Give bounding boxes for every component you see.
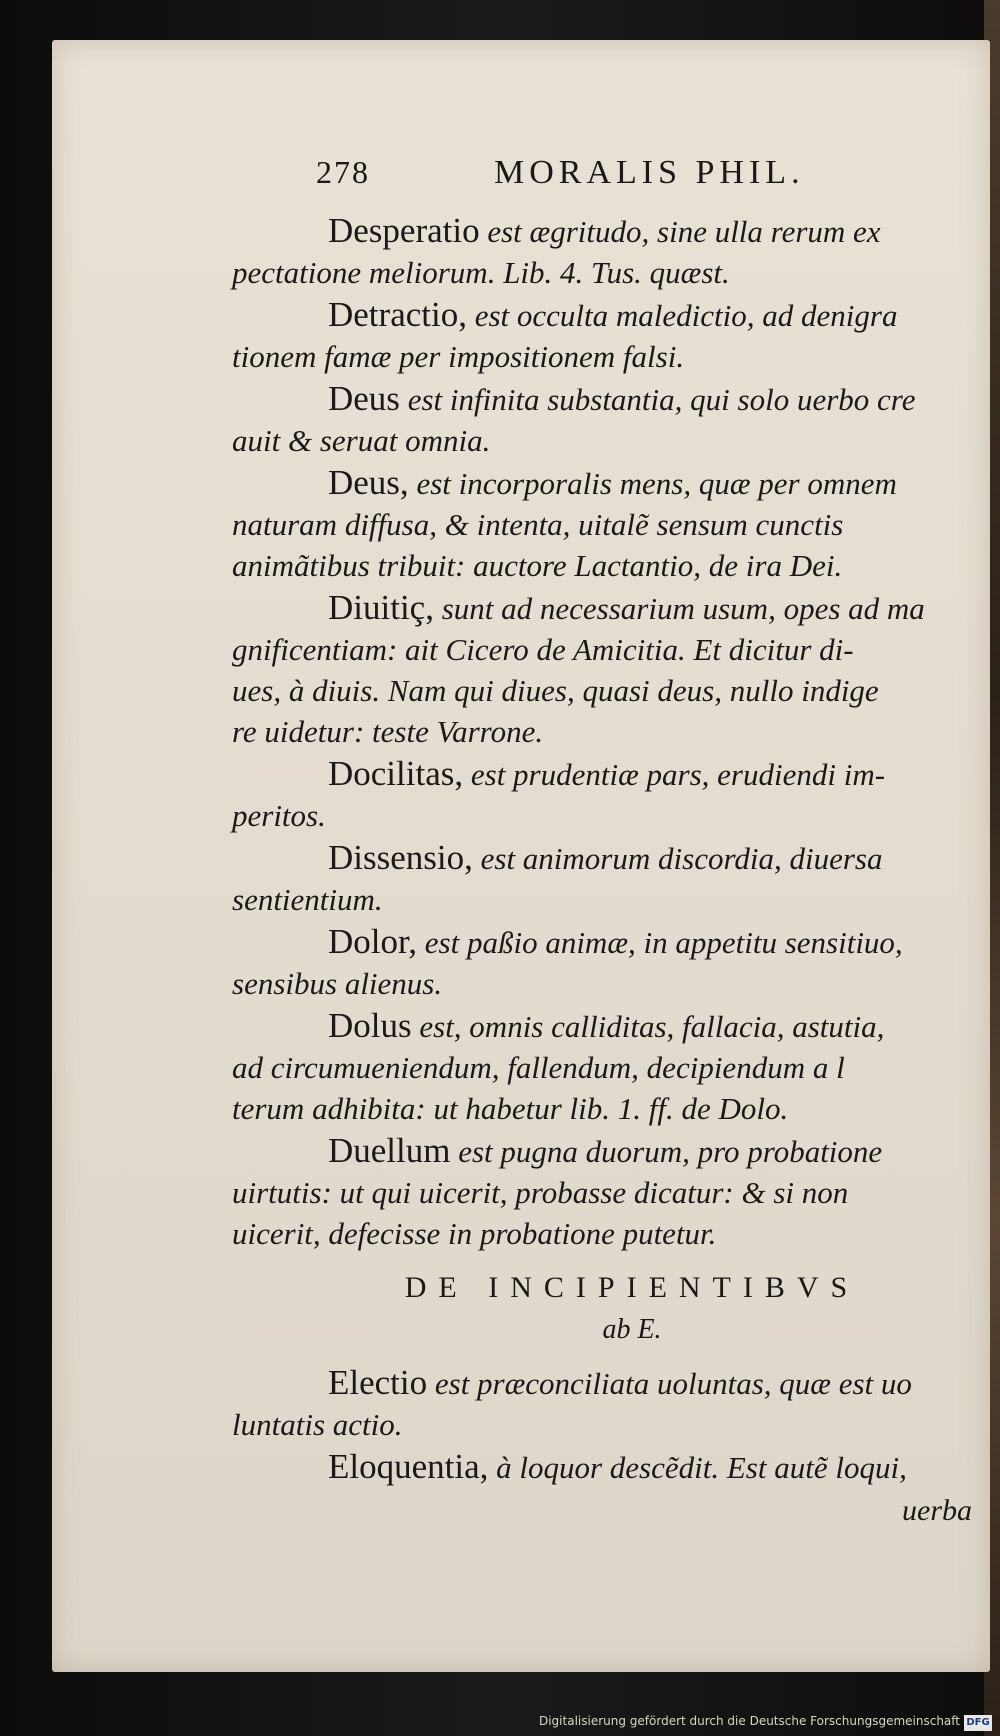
entry-line: est incorporalis mens, quæ per omnem <box>408 466 897 501</box>
entry-line: ues, à diuis. Nam qui diues, quasi deus, nullo indige <box>232 673 879 708</box>
headword: Dolor, <box>328 922 418 961</box>
dfg-logo: DFG <box>964 1715 992 1731</box>
entry-line: tionem famæ per impositionem falsi. <box>232 339 685 374</box>
section-subheading: ab E. <box>602 1314 662 1345</box>
digitization-credit: Digitalisierung gefördert durch die Deutsche Forschungsgemeinschaft <box>538 1714 960 1728</box>
entry-line: est animorum discordia, diuersa <box>472 841 883 876</box>
entry-line: à loquor descẽdit. Est autẽ loqui, <box>488 1450 907 1485</box>
entry-line: gnificentiam: ait Cicero de Amicitia. Et dicitur di- <box>232 632 854 667</box>
entry-line: animãtibus tribuit: auctore Lactantio, de ira Dei. <box>232 548 843 583</box>
entry-line: ad circumueniendum, fallendum, decipiendum a l <box>232 1050 845 1085</box>
entry-eloquentia <box>232 1446 972 1488</box>
entry-line: uirtutis: ut qui uicerit, probasse dicatur: & si non <box>232 1175 849 1210</box>
entry-dolus <box>232 1005 972 1129</box>
headword: Detractio, <box>328 295 467 334</box>
entry-line: uicerit, defecisse in probatione putetur. <box>232 1216 717 1251</box>
entry-detractio <box>232 294 972 377</box>
entry-line: sunt ad necessarium usum, opes ad ma <box>433 591 925 626</box>
entry-line: est occulta maledictio, ad denigra <box>466 298 898 333</box>
page-content <box>232 150 972 1531</box>
headword: Eloquentia, <box>328 1447 489 1486</box>
entry-duellum <box>232 1130 972 1254</box>
entry-deus-1 <box>232 378 972 461</box>
entry-line: est ægritudo, sine ulla rerum ex <box>479 214 881 249</box>
entry-line: est, omnis calliditas, fallacia, astutia, <box>411 1009 885 1044</box>
entry-line: est pugna duorum, pro probatione <box>450 1134 883 1169</box>
entry-diuitiae <box>232 587 972 752</box>
entry-line: re uidetur: teste Varrone. <box>232 714 544 749</box>
entries-e <box>232 1362 972 1531</box>
entry-line: est infinita substantia, qui solo uerbo cre <box>399 382 916 417</box>
entry-deus-2 <box>232 462 972 586</box>
entry-docilitas <box>232 753 972 836</box>
entry-line: sentientium. <box>232 882 383 917</box>
entry-line: naturam diffusa, & intenta, uitalẽ sensum cunctis <box>232 507 844 542</box>
entry-line: auit & seruat omnia. <box>232 423 491 458</box>
entry-line: est paßio animæ, in appetitu sensitiuo, <box>417 925 903 960</box>
section-heading: DE INCIPIENTIBVS <box>404 1271 860 1304</box>
entry-dissensio <box>232 837 972 920</box>
headword: Docilitas, <box>328 754 464 793</box>
entry-line: peritos. <box>232 798 326 833</box>
headword: Deus <box>328 379 400 418</box>
page-number: 278 <box>316 154 370 190</box>
entry-desperatio <box>232 210 972 293</box>
headword: Desperatio <box>328 211 480 250</box>
headword: Dolus <box>328 1006 412 1045</box>
entry-line: luntatis actio. <box>232 1407 403 1442</box>
headword: Duellum <box>328 1131 451 1170</box>
entry-line: pectatione meliorum. Lib. 4. Tus. quæst. <box>232 255 730 290</box>
headword: Dissensio, <box>328 838 473 877</box>
headword: Diuitiç, <box>328 588 434 627</box>
running-title: MORALIS PHIL. <box>494 154 805 191</box>
entry-line: est præconciliata uoluntas, quæ est uo <box>427 1366 912 1401</box>
entry-dolor <box>232 921 972 1004</box>
running-head <box>232 150 972 210</box>
headword: Deus, <box>328 463 409 502</box>
entry-line: sensibus alienus. <box>232 966 443 1001</box>
headword: Electio <box>328 1363 428 1402</box>
entries-d <box>232 210 972 1254</box>
book-page <box>52 40 990 1672</box>
entry-line: est prudentiæ pars, erudiendi im- <box>463 757 886 792</box>
entry-electio <box>232 1362 972 1445</box>
catchword: uerba <box>902 1494 972 1527</box>
entry-line: terum adhibita: ut habetur lib. 1. ff. de Dolo. <box>232 1091 789 1126</box>
